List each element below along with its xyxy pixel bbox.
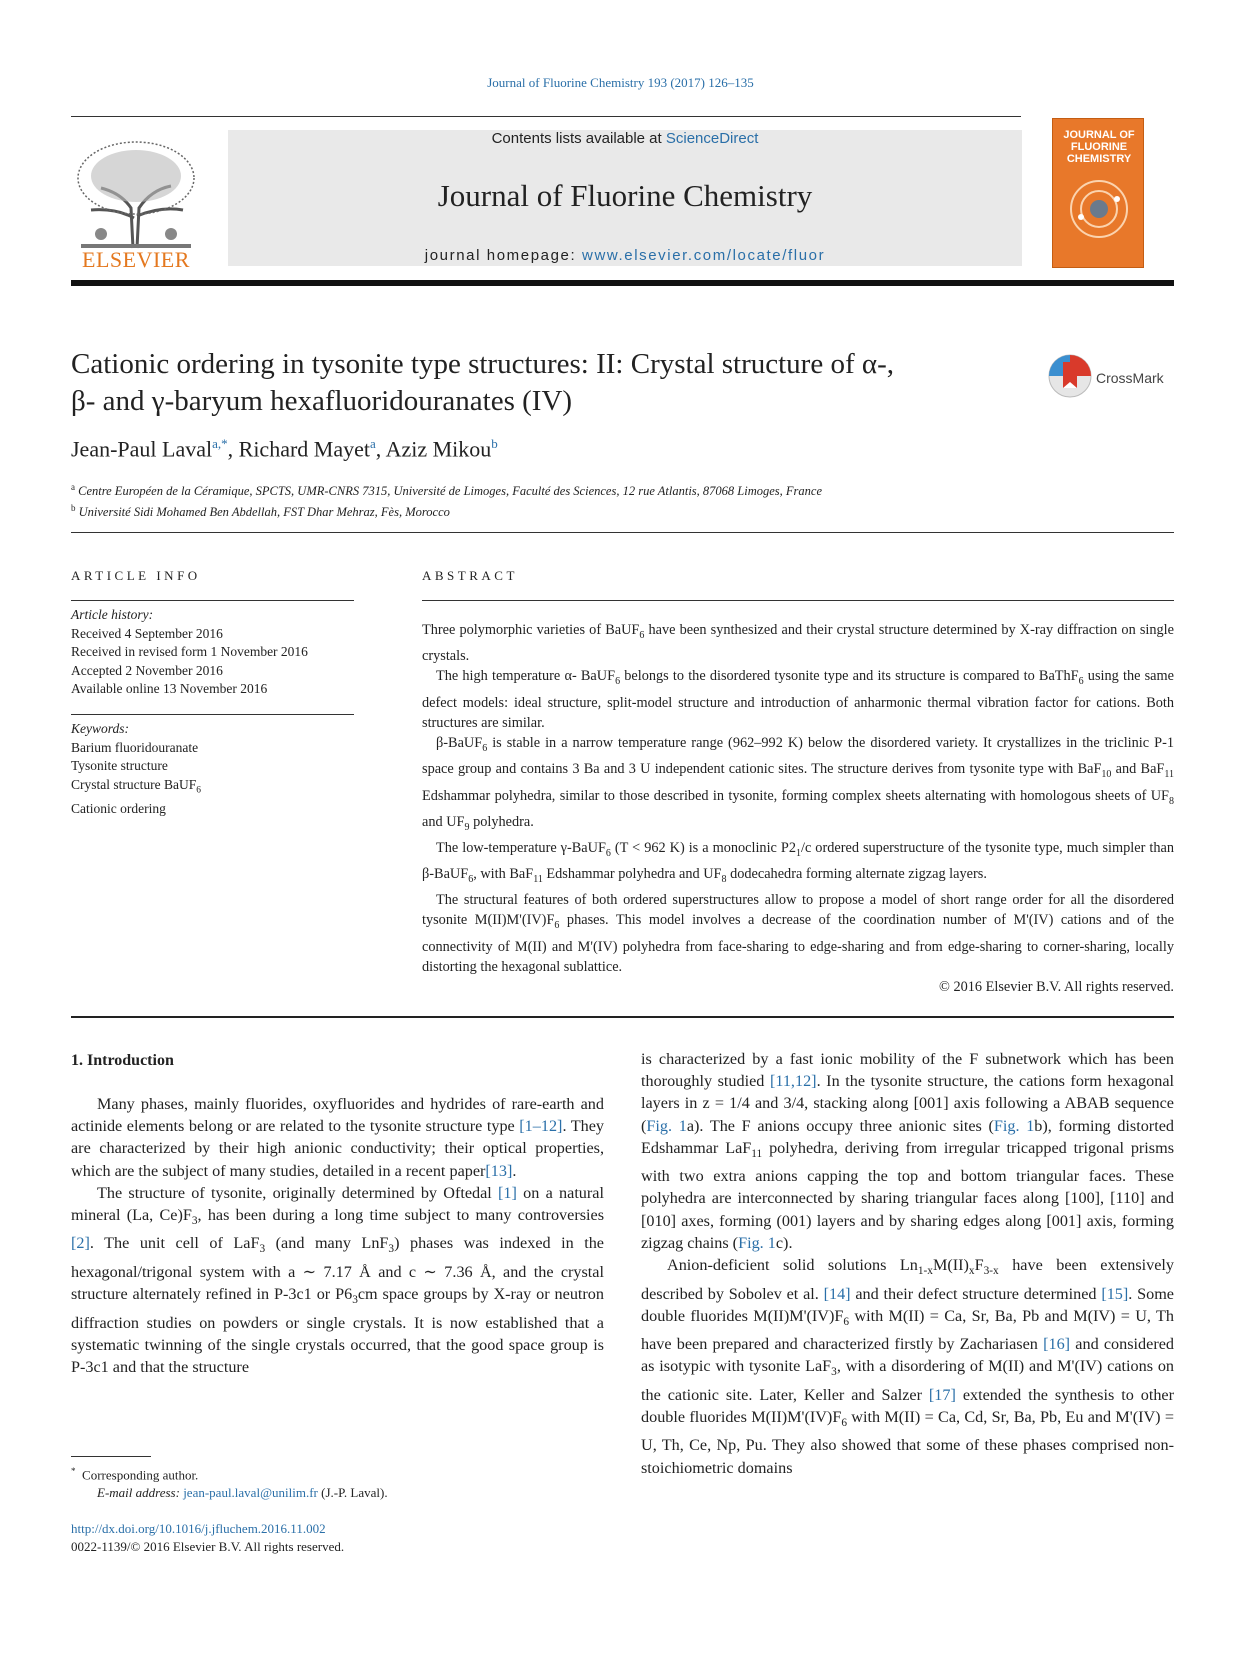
keyword: Barium fluoridouranate xyxy=(71,739,199,755)
body-paragraph: Many phases, mainly fluorides, oxyfluorides and hydrides of rare-earth and actinide elements belong or are related to the tysonite structure type [1–12]. They are characterized by their high anionic conductivity; their optical properties, which are the subject of many studies, detailed in a recent paper[13]. xyxy=(71,1095,605,1180)
abstract-rule xyxy=(422,600,1174,601)
affiliations xyxy=(71,479,822,521)
author-list xyxy=(71,436,498,462)
title-line-2: β- and γ-baryum hexafluoridouranates (IV) xyxy=(71,385,573,417)
revised-date: Received in revised form 1 November 2016 xyxy=(71,644,308,659)
contents-line xyxy=(228,130,1022,147)
doi-link[interactable]: http://dx.doi.org/10.1016/j.jfluchem.2016.11.002 xyxy=(71,1521,326,1536)
keywords-list xyxy=(71,720,201,818)
citation-link[interactable]: [2] xyxy=(71,1234,90,1253)
citation-link[interactable]: [11,12] xyxy=(769,1072,817,1091)
header-thick-rule xyxy=(71,280,1174,286)
figure-link[interactable]: Fig. 1 xyxy=(646,1116,687,1135)
affiliation-a xyxy=(71,479,822,500)
crossmark-label[interactable]: CrossMark xyxy=(1096,370,1164,386)
body-column-right xyxy=(641,1048,1174,1479)
keywords-rule xyxy=(71,714,354,715)
figure-link[interactable]: Fig. 1 xyxy=(993,1116,1035,1135)
affil-text: Université Sidi Mohamed Ben Abdellah, FST Dhar Mehraz, Fès, Morocco xyxy=(78,505,450,520)
copyright-notice: © 2016 Elsevier B.V. All rights reserved. xyxy=(939,979,1174,996)
keyword xyxy=(71,776,201,800)
email-line xyxy=(71,1484,388,1502)
citation-link[interactable]: [14] xyxy=(823,1284,851,1303)
accepted-date: Accepted 2 November 2016 xyxy=(71,662,223,678)
issn-line: 0022-1139/© 2016 Elsevier B.V. All rights reserved. xyxy=(71,1539,345,1554)
author-separator: , xyxy=(375,436,386,462)
citation-link[interactable]: [15] xyxy=(1101,1284,1129,1303)
corresponding-author-note xyxy=(71,1462,388,1502)
abstract-paragraph: The low-temperature γ-BaUF$_6$ (T < 962 K) is a monoclinic $P2_1/c$ ordered superstructure of the tysonite type, much simpler than β-BaUF$_6$, with BaF$_{11}$ Edshammar polyhedra and $UF_8$ dodecahedra forming alternate zigzag layers. xyxy=(422,839,1174,885)
publisher-name: ELSEVIER xyxy=(82,247,190,272)
body-column-left xyxy=(71,1093,604,1378)
article-history xyxy=(71,606,308,699)
keyword-text: Crystal structure BaUF xyxy=(71,776,197,792)
homepage-link[interactable]: www.elsevier.com/locate/fluor xyxy=(582,247,826,264)
email-link[interactable]: jean-paul.laval@unilim.fr xyxy=(183,1485,318,1501)
author-affil-mark[interactable]: b xyxy=(491,436,498,451)
header-top-rule xyxy=(71,116,1021,117)
keyword: Cationic ordering xyxy=(71,800,166,816)
author-affil-mark[interactable]: a,* xyxy=(212,436,228,451)
abstract-body xyxy=(422,620,1174,997)
author-name[interactable]: Richard Mayet xyxy=(238,436,370,462)
contents-prefix: Contents lists available at xyxy=(491,130,666,147)
abstract-paragraph: The high temperature α- BaUF$_6$ belongs to the disordered tysonite type and its structure is compared to BaThF$_6$ using the same defect models: ideal structure, split-model structure and introduction of anharmonic thermal vibration factor for cations. Both structures are similar. xyxy=(422,668,1174,731)
author-separator: , xyxy=(227,436,239,462)
journal-title: Journal of Fluorine Chemistry xyxy=(437,178,813,213)
footnote-rule xyxy=(71,1456,151,1457)
body-paragraph: is characterized by a fast ionic mobility of the F subnetwork which has been thoroughly studied [11,12]. In the tysonite structure, the cations form hexagonal layers in z = 1/4 and 3/4, stacking along [001] axis following a ABAB sequence (Fig. 1a). The F anions occupy three anionic sites (Fig. 1b), forming distorted Edshammar LaF$_{11}$ polyhedra, deriving from irregular tricapped trigonal prisms with two extra anions capping the top and bottom triangular faces. These polyhedra are interconnected by sharing triangular faces along [100], [110] and [010] axes, forming (001) layers and by sharing edges along [001] axis, forming zigzag chains (Fig. 1c). xyxy=(641,1050,1174,1252)
body-paragraph: The structure of tysonite, originally determined by Oftedal [1] on a natural mineral (La, $Ce)F_3$, has been during a long time subject to many controversies [2]. The unit cell of LaF$_3$ (and many LnF$_3$) phases was indexed in the hexagonal/trigonal system with a ∼ 7.17 Å and c ∼ 7.36 Å, and the crystal structure alternately refined in P-3c1 or $P6_3cm$ space groups by X-ray or neutron diffraction studies on powders or single crystals. It is now established that a systematic twinning of the single crystals occurred, that the good space group is P-3c1 and that the structure xyxy=(71,1183,604,1376)
affil-text: Centre Européen de la Céramique, SPCTS, UMR-CNRS 7315, Université de Limoges, Faculté des Sciences, 12 rue Atlantis, 87068 Limoges, France xyxy=(78,484,822,499)
affiliation-rule xyxy=(71,532,1174,533)
citation-link[interactable]: [13] xyxy=(485,1161,513,1180)
citation-link[interactable]: [17] xyxy=(928,1385,956,1404)
author-name[interactable]: Aziz Mikou xyxy=(385,436,492,462)
homepage-prefix: journal homepage: xyxy=(424,247,583,264)
info-rule xyxy=(71,600,354,601)
corresponding-text: Corresponding author. xyxy=(82,1467,199,1483)
email-label: E-mail address: xyxy=(97,1485,180,1501)
abstract-paragraph: β-BaUF$_6$ is stable in a narrow temperature range (962–992 K) below the disordered variety. It crystallizes in the triclinic P-1 space group and contains 3 Ba and 3 U independent cationic sites. The structure derives from tysonite type with BaF$_{10}$ and BaF$_{11}$ Edshammar polyhedra, similar to those described in tysonite, forming complex sheets alternating with homologous sheets of $UF_8$ and $UF_9$ polyhedra. xyxy=(422,735,1175,833)
email-suffix: (J.-P. Laval). xyxy=(321,1485,388,1501)
article-info-heading: ARTICLE INFO xyxy=(71,568,201,583)
affiliation-b xyxy=(71,500,822,521)
received-date: Received 4 September 2016 xyxy=(71,625,223,641)
section-heading-introduction: 1. Introduction xyxy=(71,1052,174,1069)
body-paragraph: Anion-deficient solid solutions $Ln_{1-x}M(II)_xF_{3-x}$ have been extensively described by Sobolev et al. [14] and their defect structure determined [15]. Some double fluorides $M(II)M'(IV)F_6$ with M(II) = Ca, Sr, Ba, Pb and M(IV) = U, Th have been prepared and characterized firstly by Zachariasen [16] and considered as isotypic with tysonite LaF$_3$, with a disordering of M(II) and M'(IV) cations on the cationic site. Later, Keller and Salzer [17] extended the synthesis to other double fluorides $M(II)M'(IV)F_6$ with M(II) = Ca, Cd, Sr, Ba, Pb, Eu and M'(IV) = U, Th, Ce, Np, Pu. They also showed that some of these phases comprised non-stoichiometric domains xyxy=(641,1256,1175,1477)
author-affil-mark[interactable]: a xyxy=(370,436,376,451)
affil-mark: a xyxy=(71,482,75,492)
online-date: Available online 13 November 2016 xyxy=(71,681,268,696)
abstract-paragraph: Three polymorphic varieties of BaUF$_6$ have been synthesized and their crystal structure determined by X-ray diffraction on single crystals. xyxy=(422,622,1174,665)
affil-mark: b xyxy=(71,503,76,514)
journal-cover-image xyxy=(1052,118,1144,268)
figure-link[interactable]: Fig. 1 xyxy=(738,1233,776,1252)
journal-reference-link[interactable]: Journal of Fluorine Chemistry 193 (2017) 126–135 xyxy=(487,75,754,90)
homepage-line xyxy=(228,247,1022,264)
body-rule xyxy=(71,1016,1174,1018)
citation-link[interactable]: [1] xyxy=(498,1183,517,1202)
title-line-1: Cationic ordering in tysonite type structures: II: Crystal structure of α-, xyxy=(71,348,894,380)
article-title xyxy=(71,346,1031,420)
corresponding-line xyxy=(71,1462,388,1484)
citation-link[interactable]: [1–12] xyxy=(519,1117,563,1136)
sciencedirect-link[interactable]: ScienceDirect xyxy=(665,130,759,147)
footnote-mark: * xyxy=(71,1466,76,1476)
abstract-heading: ABSTRACT xyxy=(422,568,518,583)
keyword: Tysonite structure xyxy=(71,758,168,773)
abstract-paragraph: The structural features of both ordered superstructures allow to propose a model of short range order for all the disordered tysonite $M(II)M'(IV)F_6$ phases. This model involves a decrease of the coordination number of M'(IV) cations and of the connectivity of M(II) and M'(IV) polyhedra from face-sharing to edge-sharing and from edge-sharing to corner-sharing, locally distorting the hexagonal sublattice. xyxy=(422,892,1174,975)
keyword-subscript: 6 xyxy=(196,785,201,796)
author-name[interactable]: Jean-Paul Laval xyxy=(71,436,213,462)
atom-icon xyxy=(1067,177,1131,241)
doi-block xyxy=(71,1520,344,1556)
cover-title: JOURNAL OF FLUORINE CHEMISTRY xyxy=(1063,129,1135,165)
keywords-label: Keywords: xyxy=(71,721,129,736)
history-label: Article history: xyxy=(71,607,154,622)
citation-link[interactable]: [16] xyxy=(1043,1335,1071,1354)
